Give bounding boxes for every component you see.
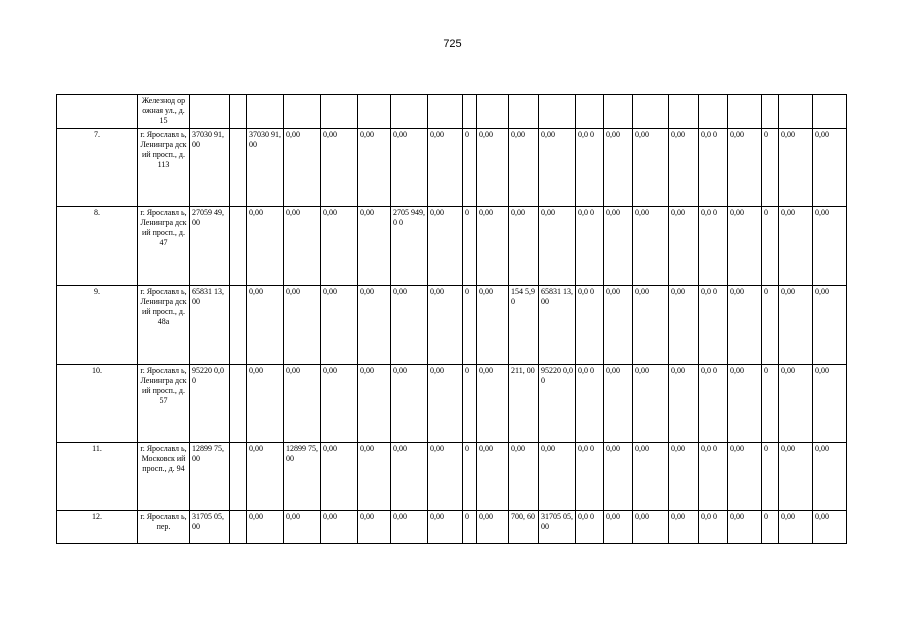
value-cell: 65831 13,00 bbox=[539, 286, 576, 365]
value-cell: 0,00 bbox=[539, 129, 576, 207]
value-cell: 0,00 bbox=[633, 286, 669, 365]
address-cell: г. Ярославл ь, пер. bbox=[138, 511, 190, 544]
value-cell: 0,0 0 bbox=[576, 207, 604, 286]
value-cell: 0 bbox=[762, 129, 779, 207]
value-cell: 0,00 bbox=[669, 129, 699, 207]
value-cell: 0,00 bbox=[428, 365, 463, 443]
value-cell: 0,00 bbox=[428, 129, 463, 207]
value-cell: 65831 13,00 bbox=[190, 286, 230, 365]
value-cell: 0,00 bbox=[539, 443, 576, 511]
address-cell: г. Ярославл ь, Московск ий просп., д. 94 bbox=[138, 443, 190, 511]
value-cell: 0,00 bbox=[633, 365, 669, 443]
row-number-cell: 7. bbox=[57, 129, 138, 207]
value-cell: 0,00 bbox=[391, 129, 428, 207]
value-cell: 0,00 bbox=[779, 443, 813, 511]
value-cell: 0,00 bbox=[604, 365, 633, 443]
value-cell: 0,00 bbox=[284, 129, 321, 207]
value-cell: 95220 0,00 bbox=[539, 365, 576, 443]
value-cell bbox=[728, 95, 762, 129]
value-cell: 0,00 bbox=[477, 511, 509, 544]
value-cell: 0,00 bbox=[604, 207, 633, 286]
value-cell: 12899 75,00 bbox=[190, 443, 230, 511]
value-cell bbox=[428, 95, 463, 129]
value-cell: 0,00 bbox=[669, 511, 699, 544]
table-row bbox=[57, 286, 847, 365]
value-cell: 0,00 bbox=[728, 365, 762, 443]
value-cell: 0,0 0 bbox=[699, 365, 728, 443]
row-number-cell: 9. bbox=[57, 286, 138, 365]
value-cell: 0,00 bbox=[284, 511, 321, 544]
value-cell: 0,00 bbox=[358, 443, 391, 511]
value-cell: 37030 91,00 bbox=[190, 129, 230, 207]
value-cell bbox=[284, 95, 321, 129]
row-number-cell: 10. bbox=[57, 365, 138, 443]
value-cell bbox=[230, 286, 247, 365]
value-cell: 2705 949,0 0 bbox=[391, 207, 428, 286]
value-cell: 0,00 bbox=[813, 207, 847, 286]
value-cell: 0,00 bbox=[813, 511, 847, 544]
value-cell: 0,00 bbox=[477, 207, 509, 286]
table-row bbox=[57, 207, 847, 286]
value-cell: 211, 00 bbox=[509, 365, 539, 443]
value-cell bbox=[669, 95, 699, 129]
value-cell: 0,00 bbox=[477, 286, 509, 365]
value-cell: 0 bbox=[762, 443, 779, 511]
value-cell: 0,00 bbox=[728, 129, 762, 207]
value-cell: 0,00 bbox=[428, 443, 463, 511]
table-row bbox=[57, 95, 847, 129]
value-cell bbox=[391, 95, 428, 129]
value-cell: 700, 60 bbox=[509, 511, 539, 544]
value-cell: 0,00 bbox=[604, 129, 633, 207]
value-cell: 0,00 bbox=[358, 365, 391, 443]
value-cell: 0,00 bbox=[391, 443, 428, 511]
value-cell: 27059 49,00 bbox=[190, 207, 230, 286]
value-cell bbox=[321, 95, 358, 129]
value-cell: 0,0 0 bbox=[576, 129, 604, 207]
value-cell: 0,00 bbox=[669, 365, 699, 443]
value-cell: 0,00 bbox=[284, 207, 321, 286]
table-row bbox=[57, 511, 847, 544]
value-cell: 0 bbox=[463, 129, 477, 207]
value-cell: 0,00 bbox=[779, 365, 813, 443]
value-cell: 0,00 bbox=[358, 511, 391, 544]
value-cell: 0,00 bbox=[633, 443, 669, 511]
value-cell: 0,00 bbox=[509, 207, 539, 286]
value-cell: 0 bbox=[762, 207, 779, 286]
value-cell: 0,00 bbox=[247, 511, 284, 544]
value-cell bbox=[699, 95, 728, 129]
value-cell: 0,00 bbox=[669, 443, 699, 511]
value-cell: 0,00 bbox=[321, 207, 358, 286]
address-cell: г. Ярославл ь, Ленингра дский просп., д. 113 bbox=[138, 129, 190, 207]
row-number-cell: 12. bbox=[57, 511, 138, 544]
value-cell: 0 bbox=[463, 286, 477, 365]
value-cell: 0,00 bbox=[669, 286, 699, 365]
value-cell: 0,00 bbox=[728, 286, 762, 365]
value-cell: 0,00 bbox=[321, 511, 358, 544]
address-cell: Железнод орожная ул., д. 15 bbox=[138, 95, 190, 129]
value-cell: 0,00 bbox=[358, 286, 391, 365]
address-cell: г. Ярославл ь, Ленингра дский просп., д. 47 bbox=[138, 207, 190, 286]
value-cell: 0,00 bbox=[633, 511, 669, 544]
table-row bbox=[57, 129, 847, 207]
value-cell: 154 5,90 bbox=[509, 286, 539, 365]
value-cell: 0,00 bbox=[633, 129, 669, 207]
value-cell: 0,0 0 bbox=[699, 443, 728, 511]
value-cell bbox=[230, 95, 247, 129]
value-cell: 95220 0,00 bbox=[190, 365, 230, 443]
value-cell bbox=[633, 95, 669, 129]
value-cell: 0,00 bbox=[604, 511, 633, 544]
value-cell: 0,00 bbox=[604, 443, 633, 511]
value-cell bbox=[463, 95, 477, 129]
value-cell: 0,00 bbox=[247, 443, 284, 511]
value-cell bbox=[230, 207, 247, 286]
value-cell bbox=[813, 95, 847, 129]
value-cell: 0,00 bbox=[428, 207, 463, 286]
value-cell bbox=[190, 95, 230, 129]
value-cell: 0,00 bbox=[604, 286, 633, 365]
value-cell: 0,00 bbox=[428, 286, 463, 365]
value-cell: 0,00 bbox=[284, 365, 321, 443]
value-cell: 0,00 bbox=[247, 365, 284, 443]
value-cell: 0,0 0 bbox=[576, 365, 604, 443]
table-row bbox=[57, 443, 847, 511]
value-cell: 0,00 bbox=[779, 511, 813, 544]
value-cell: 0,00 bbox=[633, 207, 669, 286]
value-cell bbox=[477, 95, 509, 129]
value-cell: 0,00 bbox=[477, 443, 509, 511]
value-cell bbox=[230, 365, 247, 443]
value-cell: 0 bbox=[762, 286, 779, 365]
value-cell: 0 bbox=[463, 511, 477, 544]
value-cell: 0 bbox=[463, 207, 477, 286]
value-cell: 0,00 bbox=[728, 443, 762, 511]
value-cell: 31705 05,00 bbox=[539, 511, 576, 544]
value-cell: 0,00 bbox=[391, 365, 428, 443]
value-cell: 0,00 bbox=[539, 207, 576, 286]
address-cell: г. Ярославл ь, Ленингра дский просп., д. 57 bbox=[138, 365, 190, 443]
value-cell: 0,00 bbox=[321, 286, 358, 365]
row-number-cell bbox=[57, 95, 138, 129]
address-cell: г. Ярославл ь, Ленингра дский просп., д. 48а bbox=[138, 286, 190, 365]
value-cell: 0 bbox=[463, 365, 477, 443]
page-number: 725 bbox=[443, 38, 462, 50]
value-cell: 0,00 bbox=[358, 207, 391, 286]
value-cell: 0,0 0 bbox=[699, 286, 728, 365]
value-cell: 0,0 0 bbox=[576, 443, 604, 511]
value-cell: 0,00 bbox=[321, 129, 358, 207]
value-cell: 0 bbox=[762, 511, 779, 544]
value-cell: 0,00 bbox=[813, 286, 847, 365]
value-cell: 0,00 bbox=[391, 511, 428, 544]
table-row bbox=[57, 365, 847, 443]
value-cell: 0,0 0 bbox=[699, 207, 728, 286]
value-cell: 0,0 0 bbox=[576, 286, 604, 365]
value-cell bbox=[576, 95, 604, 129]
data-table bbox=[56, 94, 847, 544]
value-cell: 12899 75,00 bbox=[284, 443, 321, 511]
value-cell bbox=[230, 443, 247, 511]
value-cell: 0,00 bbox=[779, 286, 813, 365]
value-cell: 0,00 bbox=[509, 443, 539, 511]
value-cell: 37030 91,00 bbox=[247, 129, 284, 207]
value-cell: 0,00 bbox=[321, 365, 358, 443]
value-cell: 0,00 bbox=[321, 443, 358, 511]
value-cell: 0 bbox=[762, 365, 779, 443]
row-number-cell: 8. bbox=[57, 207, 138, 286]
value-cell: 0,0 0 bbox=[699, 511, 728, 544]
value-cell: 0,00 bbox=[779, 129, 813, 207]
value-cell: 0,00 bbox=[247, 286, 284, 365]
value-cell: 0,00 bbox=[284, 286, 321, 365]
value-cell: 0,0 0 bbox=[699, 129, 728, 207]
value-cell: 0,00 bbox=[728, 207, 762, 286]
value-cell: 0,00 bbox=[509, 129, 539, 207]
value-cell: 0,0 0 bbox=[576, 511, 604, 544]
value-cell bbox=[230, 129, 247, 207]
value-cell: 0,00 bbox=[813, 443, 847, 511]
value-cell bbox=[509, 95, 539, 129]
value-cell: 0,00 bbox=[669, 207, 699, 286]
value-cell: 0 bbox=[463, 443, 477, 511]
value-cell: 0,00 bbox=[779, 207, 813, 286]
value-cell: 0,00 bbox=[247, 207, 284, 286]
value-cell: 0,00 bbox=[813, 365, 847, 443]
value-cell bbox=[358, 95, 391, 129]
value-cell bbox=[539, 95, 576, 129]
value-cell bbox=[230, 511, 247, 544]
row-number-cell: 11. bbox=[57, 443, 138, 511]
value-cell: 0,00 bbox=[428, 511, 463, 544]
value-cell: 0,00 bbox=[813, 129, 847, 207]
value-cell: 0,00 bbox=[391, 286, 428, 365]
value-cell: 0,00 bbox=[477, 129, 509, 207]
value-cell bbox=[247, 95, 284, 129]
value-cell: 0,00 bbox=[358, 129, 391, 207]
value-cell bbox=[762, 95, 779, 129]
value-cell: 31705 05,00 bbox=[190, 511, 230, 544]
value-cell: 0,00 bbox=[477, 365, 509, 443]
value-cell bbox=[779, 95, 813, 129]
value-cell bbox=[604, 95, 633, 129]
value-cell: 0,00 bbox=[728, 511, 762, 544]
